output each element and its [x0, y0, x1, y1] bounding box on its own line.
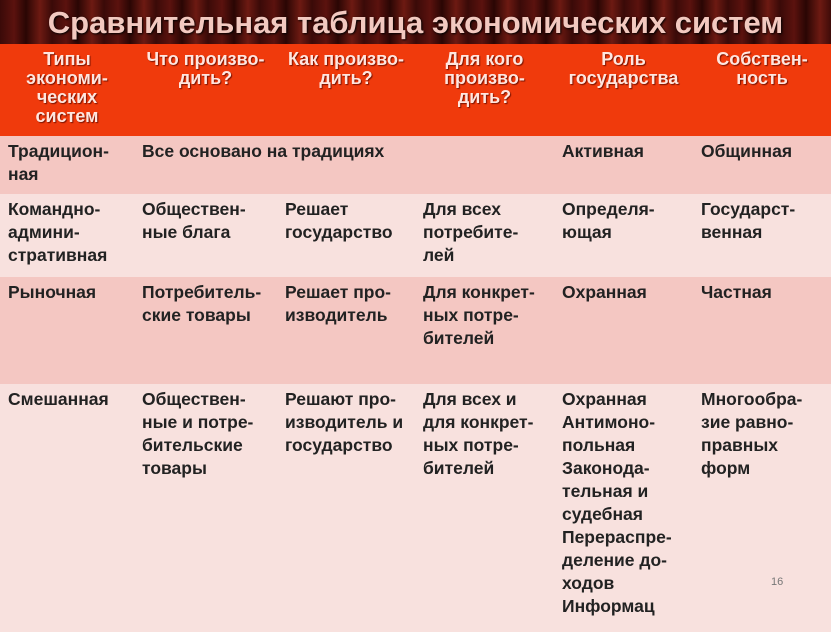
cell-ownership: Многообра-зие равно-правных форм — [693, 384, 831, 632]
comparison-table — [0, 44, 831, 632]
cell-type: Традицион-ная — [0, 136, 134, 194]
cell-what: Потребитель-ские товары — [134, 277, 277, 384]
cell-how: Решает государство — [277, 194, 415, 277]
cell-what: Обществен-ные и потре-бительские товары — [134, 384, 277, 632]
cell-ownership: Государст-венная — [693, 194, 831, 277]
header-what: Что произво-дить? — [134, 44, 277, 136]
slide-title: Сравнительная таблица экономических систем — [47, 5, 784, 40]
cell-role: Охранная Антимоно-польная Законода-тельная и судебная Перераспре-деление до-ходов Информац — [554, 384, 693, 632]
cell-for-whom: Для конкрет-ных потре-бителей — [415, 277, 554, 384]
page-number: 16 — [771, 576, 784, 588]
cell-for-whom: Для всех и для конкрет-ных потре-бителей — [415, 384, 554, 632]
cell-role: Охранная — [554, 277, 693, 384]
header-types: Типы экономи-ческих систем — [0, 44, 134, 136]
cell-role: Активная — [554, 136, 693, 194]
cell-how: Решают про-изводитель и государство — [277, 384, 415, 632]
table-row — [0, 194, 831, 277]
table-row — [0, 136, 831, 194]
cell-ownership: Частная — [693, 277, 831, 384]
table-row — [0, 277, 831, 384]
cell-for-whom: Для всех потребите-лей — [415, 194, 554, 277]
cell-ownership: Общинная — [693, 136, 831, 194]
header-for-whom: Для кого произво-дить? — [415, 44, 554, 136]
cell-role: Определя-ющая — [554, 194, 693, 277]
table-row — [0, 384, 831, 632]
cell-type: Командно-админи-стративная — [0, 194, 134, 277]
cell-what: Обществен-ные блага — [134, 194, 277, 277]
cell-type: Смешанная — [0, 384, 134, 632]
header-ownership: Собствен-ность — [693, 44, 831, 136]
header-state-role: Роль государства — [554, 44, 693, 136]
cell-type: Рыночная — [0, 277, 134, 384]
cell-how: Решает про-изводитель — [277, 277, 415, 384]
header-how: Как произво-дить? — [277, 44, 415, 136]
header-row — [0, 44, 831, 136]
cell-merged: Все основано на традициях — [134, 136, 554, 194]
